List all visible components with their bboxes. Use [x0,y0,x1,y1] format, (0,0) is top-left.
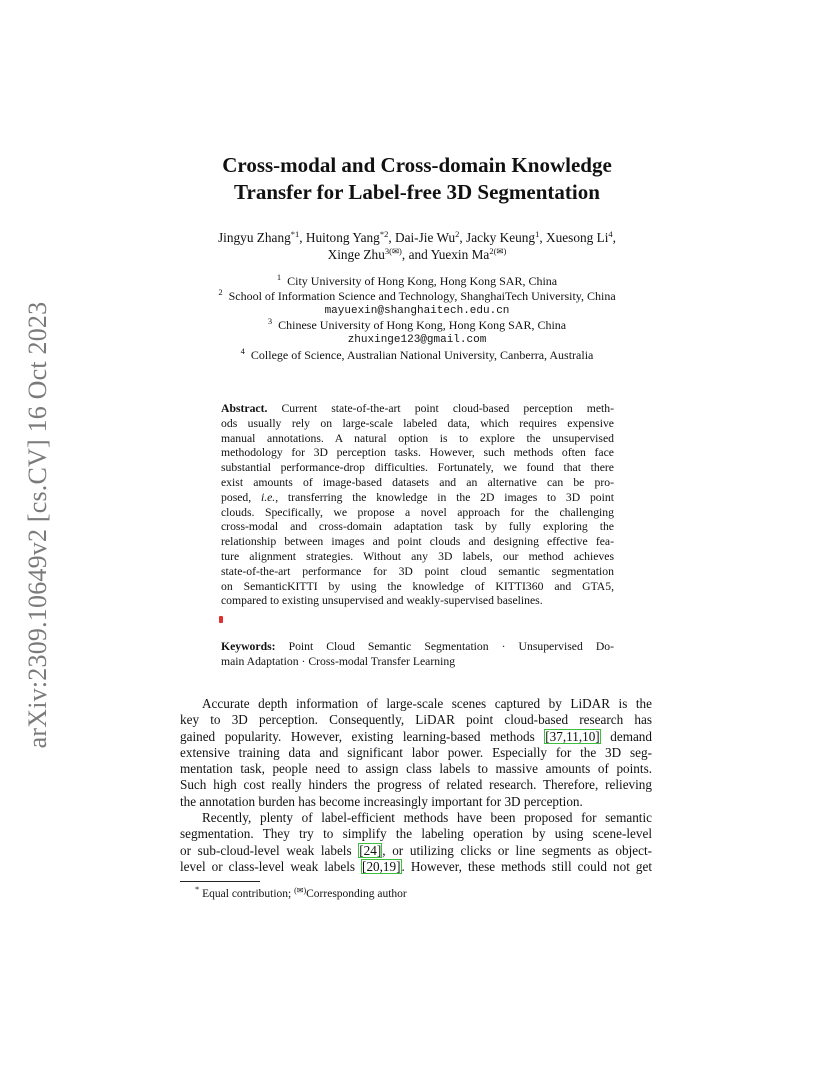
body-line: segmentation. They try to simplify the labeling operation by using scene-level [180,826,652,842]
abstract-line: ods usually rely on large-scale labeled data, which requires expensive [221,416,614,430]
affiliations [180,274,654,363]
abstract-text: Current state-of-the-art point cloud-based perception meth- [281,402,614,415]
citation-link[interactable]: [20,19] [362,858,401,874]
abstract-line: state-of-the-art performance for 3D point cloud semantic segmentation [221,564,614,578]
affiliation-number: 2 [218,286,223,297]
body-text: demand [600,728,652,744]
body-text: gained popularity. However, existing learning-based methods [180,728,545,744]
keywords-label: Keywords: [221,640,276,653]
affiliation-1 [180,274,654,289]
email-2: mayuexin@shanghaitech.edu.cn [324,304,510,317]
author-superscript: 2 [455,229,460,239]
affiliation-4 [180,345,654,363]
abstract [221,402,614,609]
abstract-line [221,491,614,506]
author-line-1: Jingyu Zhang$^{*1}$, Huitong Yang$^{*2}$, Dai-Jie Wu$^2$, Jacky Keung$^1$, Xuesong Li$^4$, [218,229,616,245]
body-line: Recently, plenty of label-efficient methods have been proposed for semantic [202,810,652,826]
abstract-line: methodology for 3D perception tasks. However, such methods often face [221,446,614,460]
footnote-rule [180,881,260,882]
arxiv-identifier [18,290,58,760]
keywords-line: main Adaptation · Cross-modal Transfer Learning [221,654,456,668]
author-superscript: *1 [290,229,300,239]
title-line-1: Cross-modal and Cross-domain Knowledge [222,153,612,177]
body-line: extensive training data and significant labor power. Especially for the 3D seg- [180,744,652,760]
body-line: Accurate depth information of large-scale scenes captured by LiDAR is the [202,696,652,711]
affiliation-text: City University of Hong Kong, Hong Kong SAR, China [287,274,558,288]
abstract-text: , transferring the knowledge in the 2D images to 3D point [275,490,614,504]
abstract-line: on SemanticKITTI by using the knowledge of KITTI360 and GTA5, [221,579,614,593]
abstract-line: relationship between images and point clouds and designing effective fea- [221,535,614,549]
keywords [221,640,614,670]
body-line: key to 3D perception. Consequently, LiDAR point cloud-based research has [180,712,652,728]
body-line [180,859,652,875]
body-line: mentation task, people need to assign class labels to massive amounts of points. [180,761,652,777]
title-line-2: Transfer for Label-free 3D Segmentation [234,180,600,204]
abstract-line: substantial performance-drop difficulties. Fortunately, we found that there [221,461,614,475]
body-line: the annotation burden has become increasingly important for 3D perception. [180,793,583,809]
footnote [195,886,407,900]
body-line: Such high cost really hinders the progress of related research. Therefore, relieving [180,777,652,793]
body-text: or sub-cloud-level weak labels [180,842,359,858]
affiliation-text: Chinese University of Hong Kong, Hong Kong SAR, China [278,318,567,333]
author-name: Xuesong Li [546,230,609,245]
author-superscript: 4 [608,229,613,239]
author-name: Dai-Jie Wu [394,230,456,245]
author-superscript: 3(✉) [384,246,402,256]
affiliation-number: 1 [276,272,282,282]
author-name: Huitong Yang [305,230,380,245]
paper-title [180,152,654,206]
author-list [180,229,654,263]
author-name: Jingyu Zhang [218,230,291,245]
affiliation-number: 4 [240,345,245,356]
abstract-line: compared to existing unsupervised and weakly-supervised baselines. [221,594,543,608]
abstract-italic: i.e. [260,490,276,504]
abstract-line [221,402,614,417]
affiliation-text: College of Science, Australian National University, Canberra, Australia [250,347,594,362]
affiliation-number: 3 [267,316,273,327]
body-text: . However, these methods still could not get [401,858,653,874]
author-superscript: 2(✉) [489,246,507,256]
footnote-text: Equal contribution; [202,888,292,900]
author-name: Xinge Zhu [327,247,385,262]
author-name: Yuexin Ma [430,247,490,262]
body-text: , or utilizing clicks or line segments as object- [382,842,652,858]
author-line-2: Xinge Zhu$^{3(✉)}$, and Yuexin $Ma^{2(✉)}$ [327,246,507,262]
annotation-marker [219,616,223,623]
citation-link[interactable]: [37,11,10] [545,728,600,744]
abstract-line: manual annotations. A natural option is to explore the unsupervised [221,431,614,445]
affiliation-2 [180,286,654,304]
abstract-text: posed, [221,490,261,504]
abstract-line: clouds. Specifically, we propose a novel approach for the challenging [221,505,614,519]
arxiv-identifier-text: arXiv:2309.10649v2 [cs.CV] 16 Oct 2023 [23,301,52,749]
author-name: Jacky Keung [466,230,536,245]
body-text: level or class-level weak labels [180,858,362,874]
citation-link[interactable]: [24] [359,842,382,858]
keywords-text: Point Cloud Semantic Segmentation · Unsupervised Do- [288,640,614,653]
abstract-line: exist amounts of image-based datasets and an alternative can be pro- [221,475,614,489]
affiliation-text: School of Information Science and Technology, ShanghaiTech University, China [228,288,616,303]
author-superscript: 1 [535,229,540,239]
body-line [180,843,652,859]
body-line [180,729,652,745]
abstract-line: ture alignment strategies. Without any 3D labels, our method achieves [221,549,614,563]
envelope-icon: (✉) [294,886,307,895]
footnote-star: * [195,884,200,894]
abstract-line: cross-modal and cross-domain adaptation task by fully exploring the [221,520,614,534]
footnote-text: Corresponding author [306,888,407,900]
keywords-line [221,640,614,655]
author-superscript: *2 [379,229,389,239]
affiliation-3 [180,318,654,333]
author-conjunction: and [408,247,428,262]
introduction-text [180,696,652,875]
abstract-label: Abstract. [221,402,268,415]
email-3: zhuxinge123@gmail.com [347,334,487,347]
